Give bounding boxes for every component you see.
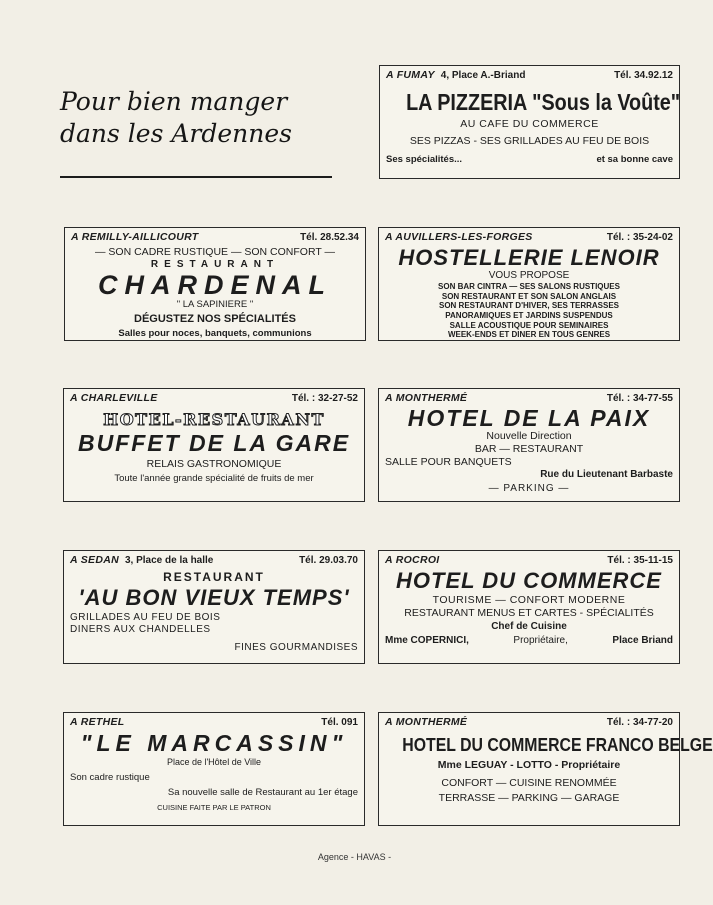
ad-telephone: Tél. : 32-27-52 [291, 393, 358, 404]
ad-city: A MONTHERMÉ [385, 392, 468, 404]
ad-line: Place Briand [612, 634, 673, 646]
ad-name: 'AU BON VIEUX TEMPS' [78, 584, 350, 610]
ad-fumay [379, 65, 680, 179]
ad-line: TERRASSE — PARKING — GARAGE [438, 792, 620, 805]
footer-agency: Agence - HAVAS - [317, 852, 392, 862]
ad-detail: SON BAR CINTRA — SES SALONS RUSTIQUES [438, 282, 620, 292]
ad-name: "LE MARCASSIN" [80, 729, 348, 756]
heading-underline [60, 176, 332, 178]
ad-telephone: Tél. : 34-77-20 [606, 717, 673, 728]
ad-detail: SON RESTAURANT D'HIVER, SES TERRASSES [439, 301, 619, 311]
ad-line: Toute l'année grande spécialité de fruits de mer [114, 473, 314, 485]
ad-line: Rue du Lieutenant Barbaste [540, 469, 673, 481]
ad-name: LA PIZZERIA "Sous la Voûte" [406, 88, 681, 115]
ad-line: Mme COPERNICI, [385, 634, 469, 646]
ad-line: VOUS PROPOSE [488, 269, 570, 281]
ad-line: et sa bonne cave [596, 153, 673, 165]
ad-sedan [63, 550, 365, 664]
ad-line: TOURISME — CONFORT MODERNE [432, 593, 626, 606]
heading-line-2: dans les Ardennes [60, 119, 292, 148]
ad-line: BAR — RESTAURANT [474, 442, 584, 455]
ad-telephone: Tél. 34.92.12 [614, 70, 673, 81]
ad-line: RELAIS GASTRONOMIQUE [146, 457, 282, 470]
ad-line: RESTAURANT MENUS ET CARTES - SPÉCIALITÉS [404, 607, 654, 620]
ad-rethel [63, 712, 365, 826]
ad-montherme-paix [378, 388, 680, 502]
ad-name: HOTEL DU COMMERCE FRANCO BELGE [402, 734, 713, 755]
ad-remilly [64, 227, 366, 341]
ad-line: — SON CADRE RUSTIQUE — SON CONFORT — [95, 245, 335, 258]
ad-line: CUISINE FAITE PAR LE PATRON [157, 803, 271, 813]
ad-line: Salles pour noces, banquets, communions [118, 328, 312, 340]
ad-line: — PARKING — [488, 482, 570, 494]
ad-auvillers [378, 227, 680, 341]
ad-telephone: Tél. : 35-24-02 [606, 232, 673, 243]
ad-line: Nouvelle Direction [486, 429, 572, 442]
ad-montherme-franco-belge [378, 712, 713, 826]
ad-address: 3, Place de la halle [124, 555, 214, 566]
ad-city: A REMILLY-AILLICOURT [71, 231, 199, 243]
ad-line: DÉGUSTEZ NOS SPÉCIALITÉS [134, 313, 296, 326]
ad-line: Ses spécialités... [386, 153, 463, 165]
ad-subtitle: " LA SAPINIERE " [176, 299, 254, 311]
ad-name: HOSTELLERIE LENOIR [398, 244, 660, 270]
ad-charleville [63, 388, 365, 502]
ad-city: A MONTHERMÉ [385, 716, 468, 728]
ad-line: GRILLADES AU FEU DE BOIS [70, 611, 221, 623]
ad-line: DINERS AUX CHANDELLES [70, 624, 211, 636]
ad-telephone: Tél. 091 [321, 717, 358, 728]
ad-line: Son cadre rustique [70, 772, 150, 784]
ad-city: A ROCROI [385, 554, 440, 566]
page-heading [60, 86, 336, 150]
ad-telephone: Tél. : 34-77-55 [606, 393, 673, 404]
ad-line: SALLE POUR BANQUETS [385, 455, 512, 468]
ad-detail: PANORAMIQUES ET JARDINS SUSPENDUS [445, 311, 613, 321]
ad-detail: SON RESTAURANT ET SON SALON ANGLAIS [441, 291, 617, 301]
ad-kind: RESTAURANT [150, 258, 280, 270]
ad-city: A RETHEL [70, 716, 125, 728]
ad-line: Sa nouvelle salle de Restaurant au 1er étage [167, 787, 358, 799]
ad-line: SES PIZZAS - SES GRILLADES AU FEU DE BOIS [409, 135, 650, 148]
ad-line: Mme LEGUAY - LOTTO - Propriétaire [437, 759, 621, 771]
ad-telephone: Tél. 28.52.34 [300, 232, 359, 243]
heading-line-1: Pour bien manger [60, 87, 288, 116]
ad-line: Chef de Cuisine [491, 621, 567, 633]
ad-line: Place de l'Hôtel de Ville [166, 757, 262, 768]
ad-city: A AUVILLERS-LES-FORGES [385, 231, 533, 243]
ad-kind: RESTAURANT [163, 569, 265, 584]
ad-name: CHARDENAL [98, 270, 332, 301]
ad-telephone: Tél. : 35-11-15 [607, 555, 673, 566]
ad-line: Propriétaire, [513, 634, 568, 646]
ad-address: 4, Place A.-Briand [440, 70, 526, 81]
ad-line: AU CAFE DU COMMERCE [460, 118, 599, 131]
ad-name: HOTEL DU COMMERCE [396, 567, 662, 593]
ad-city: A CHARLEVILLE [70, 392, 158, 404]
ad-city: A FUMAY [386, 69, 435, 81]
ad-detail: SALLE ACOUSTIQUE POUR SEMINAIRES [449, 320, 609, 330]
ad-name: HOTEL DE LA PAIX [407, 404, 651, 431]
ad-detail: WEEK-ENDS ET DINER EN TOUS GENRES [447, 330, 611, 340]
ad-kind: HOTEL-RESTAURANT [103, 409, 325, 429]
ad-line: CONFORT — CUISINE RENOMMÉE [441, 777, 617, 790]
ad-telephone: Tél. 29.03.70 [299, 555, 358, 566]
ad-line: FINES GOURMANDISES [234, 641, 358, 653]
ad-city: A SEDAN [70, 554, 119, 566]
ad-name: BUFFET DE LA GARE [77, 429, 351, 456]
ad-rocroi [378, 550, 680, 664]
